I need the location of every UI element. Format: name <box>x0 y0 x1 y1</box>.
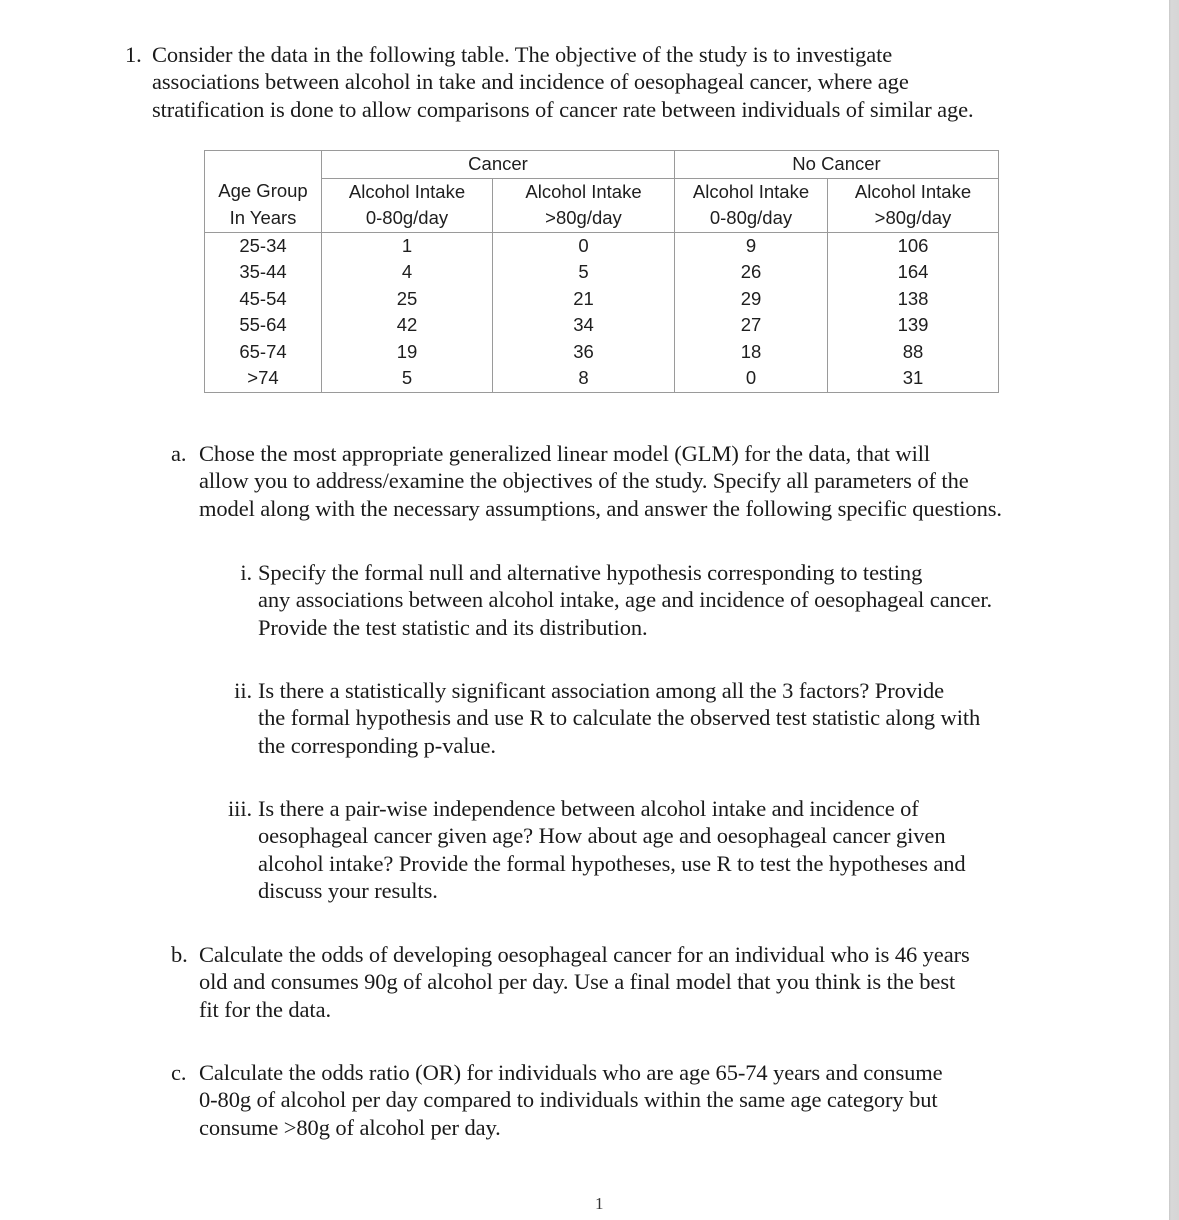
page-edge-scrollbar <box>1169 0 1179 1220</box>
part-a-label: a. <box>171 441 187 466</box>
column-header: Alcohol Intake <box>493 178 675 205</box>
cancer-low-cell: 1 <box>322 232 493 259</box>
part-b-line: fit for the data. <box>199 996 331 1022</box>
part-a-ii-line: the formal hypothesis and use R to calculate the observed test statistic along with <box>258 705 981 731</box>
part-c-label: c. <box>171 1060 187 1085</box>
nocancer-low-cell: 27 <box>675 312 828 339</box>
row-header-age-group: Age Group <box>205 178 322 205</box>
column-header-unit: 0-80g/day <box>322 205 493 232</box>
part-a-ii <box>200 677 1080 759</box>
part-a-line: allow you to address/examine the objectives of the study. Specify all parameters of the <box>199 468 969 494</box>
cancer-high-cell: 21 <box>493 286 675 313</box>
part-a <box>171 440 1081 522</box>
part-b <box>171 941 1081 1023</box>
cancer-low-cell: 4 <box>322 259 493 286</box>
part-a-ii-label: ii. <box>234 678 252 703</box>
part-a-i-line: any associations between alcohol intake, age and incidence of oesophageal cancer. <box>258 587 993 613</box>
part-a-i-line: Provide the test statistic and its distribution. <box>258 614 648 640</box>
table-row <box>205 312 999 339</box>
nocancer-high-cell: 138 <box>828 286 999 313</box>
part-a-ii-line: Is there a statistically significant association among all the 3 factors? Provide <box>258 678 945 703</box>
part-a-iii <box>200 795 1080 904</box>
column-header-unit: 0-80g/day <box>675 205 828 232</box>
question-1-intro <box>125 41 1085 123</box>
nocancer-low-cell: 18 <box>675 339 828 366</box>
part-a-i-label: i. <box>240 560 252 585</box>
nocancer-high-cell: 139 <box>828 312 999 339</box>
cancer-low-cell: 25 <box>322 286 493 313</box>
group-header-cancer: Cancer <box>322 151 675 179</box>
column-header-unit: >80g/day <box>493 205 675 232</box>
column-header: Alcohol Intake <box>828 178 999 205</box>
part-a-iii-line: Is there a pair-wise independence between alcohol intake and incidence of <box>258 796 919 821</box>
intro-line: stratification is done to allow comparisons of cancer rate between individuals of similar age. <box>152 96 974 122</box>
table-row <box>205 232 999 259</box>
nocancer-low-cell: 26 <box>675 259 828 286</box>
question-number: 1. <box>125 42 142 67</box>
table-row <box>205 286 999 313</box>
age-cell: 55-64 <box>205 312 322 339</box>
cancer-high-cell: 8 <box>493 365 675 392</box>
column-header: Alcohol Intake <box>322 178 493 205</box>
part-c-line: consume >80g of alcohol per day. <box>199 1114 501 1140</box>
part-a-iii-line: alcohol intake? Provide the formal hypotheses, use R to test the hypotheses and <box>258 850 966 876</box>
part-a-i <box>200 559 1080 641</box>
cancer-high-cell: 0 <box>493 232 675 259</box>
group-header-no-cancer: No Cancer <box>675 151 999 179</box>
part-c-line: Calculate the odds ratio (OR) for individuals who are age 65-74 years and consume <box>199 1060 943 1085</box>
part-a-line: Chose the most appropriate generalized linear model (GLM) for the data, that will <box>199 441 931 466</box>
part-c-line: 0-80g of alcohol per day compared to individuals within the same age category but <box>199 1087 938 1113</box>
part-a-ii-line: the corresponding p-value. <box>258 732 496 758</box>
data-table <box>204 150 999 393</box>
part-a-i-line: Specify the formal null and alternative hypothesis corresponding to testing <box>258 560 923 585</box>
table-column-header-row-2 <box>205 205 999 232</box>
nocancer-high-cell: 164 <box>828 259 999 286</box>
column-header: Alcohol Intake <box>675 178 828 205</box>
part-b-line: Calculate the odds of developing oesophageal cancer for an individual who is 46 years <box>199 942 970 967</box>
age-cell: 45-54 <box>205 286 322 313</box>
cancer-low-cell: 5 <box>322 365 493 392</box>
nocancer-low-cell: 29 <box>675 286 828 313</box>
row-header-in-years: In Years <box>205 205 322 232</box>
part-b-line: old and consumes 90g of alcohol per day. Use a final model that you think is the best <box>199 969 956 995</box>
cancer-low-cell: 42 <box>322 312 493 339</box>
table-row <box>205 339 999 366</box>
part-a-line: model along with the necessary assumptions, and answer the following specific questions. <box>199 495 1002 521</box>
part-a-iii-line: oesophageal cancer given age? How about age and oesophageal cancer given <box>258 823 946 849</box>
age-cell: >74 <box>205 365 322 392</box>
cancer-high-cell: 34 <box>493 312 675 339</box>
nocancer-high-cell: 106 <box>828 232 999 259</box>
cancer-low-cell: 19 <box>322 339 493 366</box>
column-header-unit: >80g/day <box>828 205 999 232</box>
cancer-high-cell: 5 <box>493 259 675 286</box>
intro-line: Consider the data in the following table. The objective of the study is to investigate <box>152 42 893 67</box>
table-column-header-row-1 <box>205 178 999 205</box>
cancer-high-cell: 36 <box>493 339 675 366</box>
table-group-header-row <box>205 151 999 179</box>
age-cell: 35-44 <box>205 259 322 286</box>
table-row <box>205 365 999 392</box>
page-number: 1 <box>595 1194 604 1213</box>
part-b-label: b. <box>171 942 188 967</box>
part-a-iii-label: iii. <box>228 796 252 821</box>
age-cell: 25-34 <box>205 232 322 259</box>
nocancer-high-cell: 88 <box>828 339 999 366</box>
nocancer-high-cell: 31 <box>828 365 999 392</box>
nocancer-low-cell: 0 <box>675 365 828 392</box>
intro-line: associations between alcohol in take and incidence of oesophageal cancer, where age <box>152 69 909 95</box>
part-c <box>171 1059 1081 1141</box>
table-row <box>205 259 999 286</box>
nocancer-low-cell: 9 <box>675 232 828 259</box>
empty-corner-cell <box>205 151 322 179</box>
age-cell: 65-74 <box>205 339 322 366</box>
part-a-iii-line: discuss your results. <box>258 877 438 903</box>
